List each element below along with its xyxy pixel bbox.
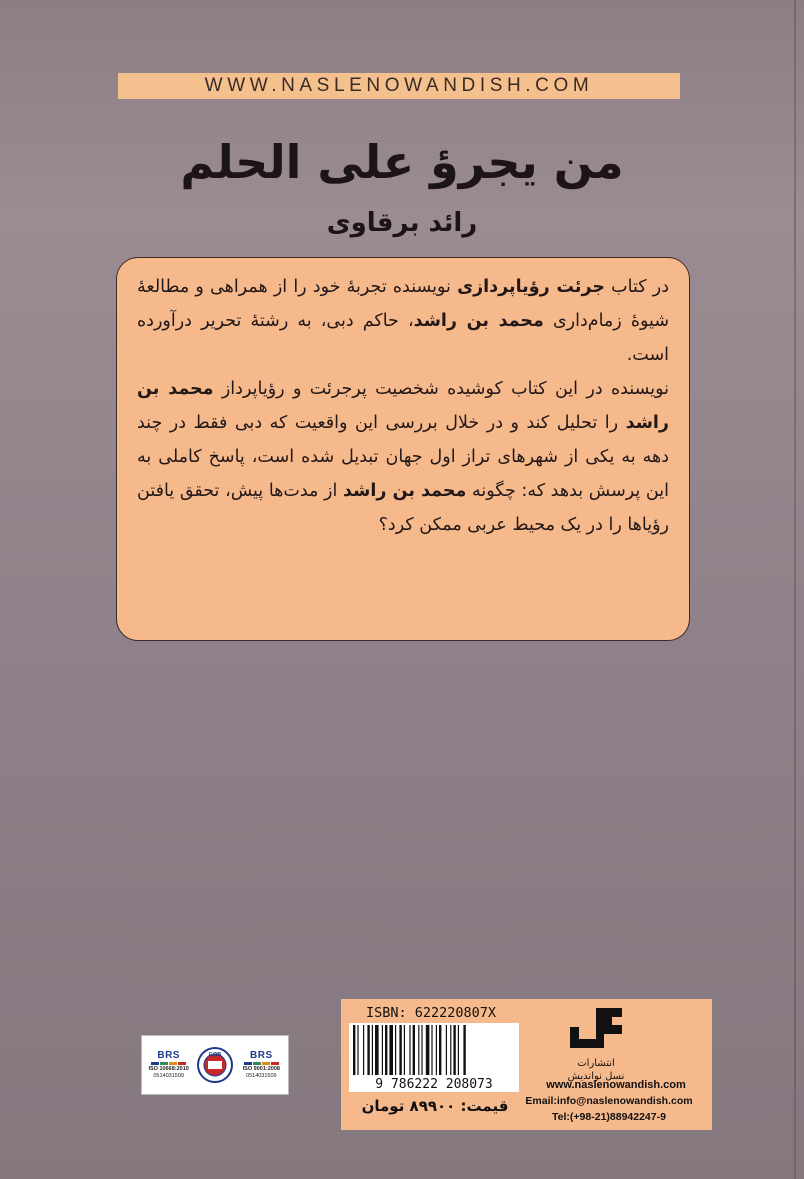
brs-color-bars	[239, 1062, 283, 1065]
blurb-bold-name: محمد بن راشد	[137, 379, 669, 433]
brs-logo-text: BRS	[250, 1050, 273, 1061]
blurb-bold-name: محمد بن راشد	[343, 481, 467, 501]
spine-edge	[794, 0, 796, 1179]
publisher-logo-icon	[566, 1006, 626, 1058]
iso-standard-text: ISO 10668:2010	[148, 1066, 189, 1072]
publisher-email: Email:info@naslenowandish.com	[525, 1095, 693, 1107]
blurb-bold-name: محمد بن راشد	[413, 311, 544, 331]
brs-badge-right	[239, 1050, 283, 1080]
blurb-text: در کتاب	[605, 277, 669, 297]
blurb-box	[116, 257, 690, 641]
website-banner: WWW.NASLENOWANDISH.COM	[118, 73, 680, 99]
blurb-text: ، حاکم دبی، به رشتهٔ تحریر درآورده است.	[137, 311, 669, 365]
certification-badges	[141, 1035, 289, 1095]
blurb-text: از مدت‌ها پیش، تحقق یافتن رؤیاها را در یک محیط عربی ممکن کرد؟	[137, 481, 669, 535]
blurb-text: را تحلیل کند و در خلال بررسی این واقعیت که دبی فقط در چند دهه به یکی از شهرهای تراز اول جهان تبدیل شده است، پاسخ کاملی به این پرسش بدهد که: چگونه	[137, 413, 669, 501]
publisher-name-line2: نسل نواندیش	[567, 1071, 625, 1082]
brs-color-bars	[147, 1062, 191, 1065]
publisher-phone: Tel:(+98-21)88942247-9	[552, 1111, 666, 1123]
ean-number: 9 786222 208073	[349, 1077, 519, 1092]
book-title: من یجرؤ علی الحلم	[180, 135, 624, 189]
brs-logo-text: BRS	[157, 1050, 180, 1061]
blurb-bold-book-title: جرئت رؤیاپردازی	[457, 277, 605, 297]
publisher-name-line1: انتشارات	[577, 1058, 615, 1069]
iso-number-text: 0514031509	[153, 1073, 184, 1079]
publisher-website: www.naslenowandish.com	[546, 1079, 686, 1091]
blurb-paragraph-1	[137, 270, 669, 372]
iso-number-text: 0514031509	[246, 1073, 277, 1079]
price-label: قیمت: ۸۹۹۰۰ تومان	[361, 1097, 509, 1115]
blurb-paragraph-2	[137, 372, 669, 542]
barcode-icon	[349, 1023, 519, 1077]
brs-badge-left	[147, 1050, 191, 1080]
gob-seal-text: GOB	[208, 1052, 222, 1058]
blurb-text: نویسنده در این کتاب کوشیده شخصیت پرجرئت و رؤیاپرداز	[213, 379, 669, 399]
blurb-text: نویسنده تجربهٔ خود را از همراهی و مطالعهٔ شیوهٔ زمام‌داری	[137, 277, 669, 331]
book-author: رائد برقاوی	[326, 208, 478, 238]
iso-standard-text: ISO 9001:2008	[242, 1066, 280, 1072]
isbn-panel	[341, 999, 712, 1130]
gob-seal-icon	[196, 1046, 234, 1084]
isbn-label: ISBN: 622220807X	[366, 1005, 497, 1021]
